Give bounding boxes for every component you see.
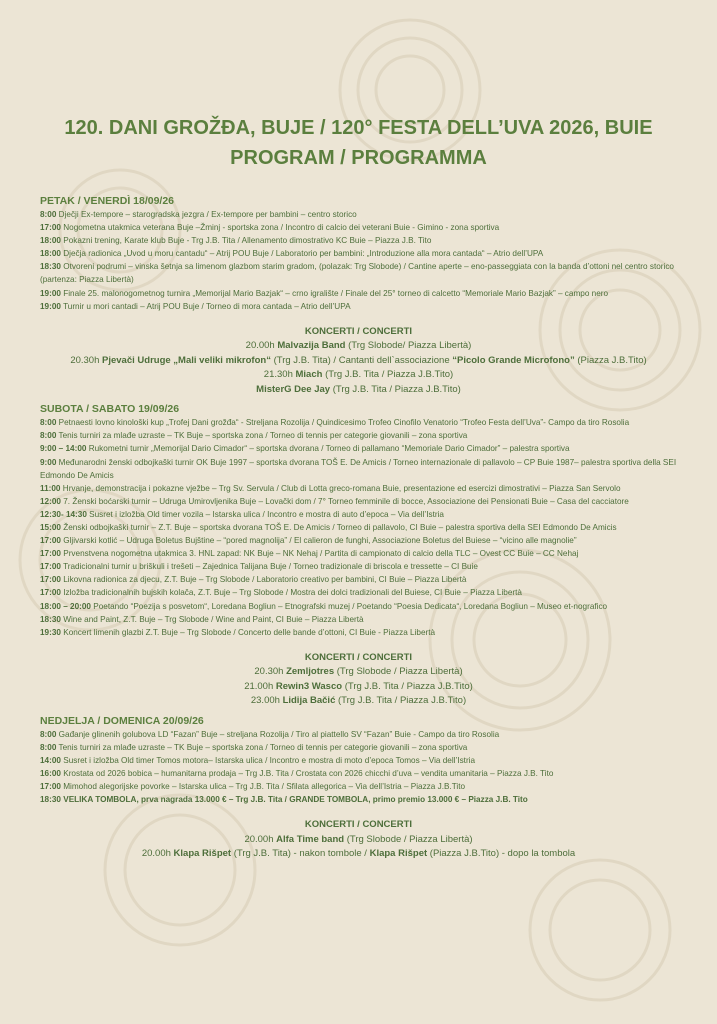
event-item (40, 741, 677, 754)
event-time: 8:00 (40, 210, 57, 219)
event-text: Rukometni turnir „Memorijal Dario Cimador“ – sportska dvorana / Torneo di pallamano “Memoriale Dario Cimador” – palestra sportiva (86, 444, 570, 454)
event-time: 9:00 – 14:00 (40, 444, 87, 454)
concert-performer: Klapa Rišpet (369, 848, 428, 860)
event-text: Poetando “Poezija s posvetom“, Loredana Bogliun – Etnografski muzej / Poetando “Poesia Dedicata“, Loredana Bogliun – Museo et-nografico (90, 601, 608, 611)
event-item (40, 793, 677, 806)
event-item (40, 573, 677, 586)
concert-performer: Klapa Rišpet (173, 848, 232, 860)
concert-performer: Rewin3 Wasco (275, 680, 343, 692)
concert-venue: (Piazza J.B.Tito) (574, 354, 647, 366)
event-time: 17:00 (40, 588, 61, 598)
concert-performer: Lidija Bačić (282, 695, 336, 707)
concert-time: 23.00h (250, 695, 283, 707)
event-text: Likovna radionica za djecu, Z.T. Buje – Trg Slobode / Laboratorio creativo per bambini, CI Buie – Piazza Libertà (60, 575, 467, 585)
concert-performer: Zemljotres (286, 666, 335, 678)
concerts-heading: KONCERTI / CONCERTI (304, 651, 413, 663)
concerts-heading: KONCERTI / CONCERTI (304, 819, 413, 831)
concert-venue: (Trg J.B. Tita / Piazza J.B.Tito) (342, 680, 473, 692)
event-item (40, 260, 677, 286)
program-body (40, 195, 677, 862)
concert-time: 20.00h (245, 340, 278, 352)
concert-time: 21.30h (263, 369, 296, 381)
concert-venue: (Trg Slobode / Piazza Libertà) (344, 833, 473, 845)
event-item (40, 287, 677, 300)
event-item (40, 482, 677, 495)
concert-item (40, 354, 677, 369)
day-heading: NEDJELJA / DOMENICA 20/09/26 (40, 714, 204, 727)
event-text: Susret i izložba Old timer vozila – Istarska ulica / Incontro e mostra di auto d’epoca – Via dell’Istria (86, 509, 444, 519)
event-item (40, 495, 677, 508)
concert-item (40, 833, 677, 848)
event-text: Otvoreni podrumi – vinska šetnja sa limenom glazbom starim gradom, (polazak: Trg Slobode) / Cantine aperte – eno-passeggiata con la banda d’ottoni nel centro storico (partenza: Piazza Libertà) (40, 262, 674, 285)
event-time: 15:00 (40, 523, 61, 532)
title-line-1: 120. DANI GROŽĐA, BUJE / 120° FESTA DELL’UVA 2026, BUIE (64, 117, 653, 139)
concert-performer: Malvazija Band (277, 340, 346, 352)
event-item (40, 521, 677, 534)
event-time: 18:00 – 20:00 (40, 601, 91, 611)
event-item (40, 208, 677, 221)
event-time: 8:00 (40, 742, 57, 752)
event-time: 19:30 (40, 627, 61, 637)
concert-venue: (Trg J.B. Tita / Piazza J.B.Tito) (335, 695, 467, 707)
event-item (40, 586, 677, 599)
event-time: 12:00 (40, 496, 61, 506)
event-text: Koncert limenih glazbi Z.T. Buje – Trg Slobode / Concerto delle bande d’ottoni, CI Buie - Piazza Libertà (60, 627, 436, 637)
event-time: 17:00 (40, 782, 61, 792)
concert-item (40, 847, 677, 862)
event-time: 18:00 (40, 236, 61, 246)
event-text: Hrvanje, demonstracija i pokazne vježbe – Trg Sv. Servula / Club di Lotta greco-romana Buie, presentazione ed esercizi dimostrativi – Piazza San Servolo (60, 483, 621, 493)
event-text: Pokazni trening, Karate klub Buje - Trg J.B. Tita / Allenamento dimostrativo KC Buie – Piazza J.B. Tito (60, 236, 432, 246)
event-time: 17:00 (40, 575, 61, 585)
event-time: 14:00 (40, 756, 61, 766)
concert-item (40, 368, 677, 383)
event-text: Izložba tradicionalnih bujskih kolača, Z.T. Buje – Trg Slobode / Mostra dei dolci tradizionali del Buiese, CI Buie – Piazza Libertà (60, 588, 522, 598)
event-time: 19:00 (40, 288, 61, 298)
concert-time: 21.00h (244, 680, 276, 692)
event-time: 17:00 (40, 223, 61, 233)
day-heading: SUBOTA / SABATO 19/09/26 (40, 403, 180, 416)
event-item (40, 754, 677, 767)
event-time: 18:30 (40, 614, 61, 624)
event-time: 17:00 (40, 562, 61, 572)
event-item (40, 728, 677, 741)
event-time: 8:00 (40, 431, 57, 441)
event-text: Krostata od 2026 bobica – humanitarna prodaja – Trg J.B. Tita / Crostata con 2026 chicchi d’uva – vendita umanitaria – Piazza J.B. Tito (60, 769, 554, 779)
event-item (40, 560, 677, 573)
concert-performer: Alfa Time band (276, 833, 345, 845)
event-time: 8:00 (40, 418, 57, 428)
event-text: Dječji Ex-tempore – starogradska jezgra / Ex-tempore per bambini – centro storico (56, 210, 357, 219)
event-text: Mimohod alegorijske povorke – Istarska ulica – Trg J.B. Tita / Sfilata allegorica – Via dell’Istria – Piazza J.B.Tito (60, 782, 466, 792)
concert-performer: “Picolo Grande Microfono” (452, 354, 575, 366)
event-item (40, 416, 677, 429)
event-item (40, 626, 677, 639)
event-time: 18:30 (40, 262, 61, 272)
event-text: Ženski odbojkaški turnir – Z.T. Buje – sportska dvorana TOŠ E. De Amicis / Torneo di pallavolo, CI Buie – palestra sportiva della SEI Edmondo De Amicis (60, 523, 617, 532)
day-heading: PETAK / VENERDÌ 18/09/26 (40, 195, 175, 207)
event-item (40, 547, 677, 560)
concert-performer: Miach (295, 369, 323, 381)
title-line-2: PROGRAM / PROGRAMMA (230, 147, 487, 169)
concert-item (40, 680, 677, 695)
event-item (40, 234, 677, 247)
concert-time: 20.00h (244, 833, 277, 845)
event-item (40, 613, 677, 626)
concert-venue: (Trg J.B. Tita) - nakon tombole / (231, 848, 370, 860)
concert-performer: Pjevači Udruge „Mali veliki mikrofon“ (102, 354, 271, 366)
event-item (40, 247, 677, 260)
concert-venue: (Piazza J.B.Tito) - dopo la tombola (427, 848, 576, 860)
event-time: 19:00 (40, 301, 61, 311)
event-item (40, 600, 677, 613)
concert-venue: (Trg J.B. Tita) / Cantanti dell`associazione (270, 354, 453, 366)
event-text: Nogometna utakmica veterana Buje –Žminj - sportska zona / Incontro di calcio dei veterani Buie - Gimino - zona sportiva (60, 223, 500, 233)
event-text: Wine and Paint, Z.T. Buje – Trg Slobode / Wine and Paint, CI Buie – Piazza Libertà (60, 614, 364, 624)
concert-venue: (Trg Slobode / Piazza Libertà) (334, 666, 463, 678)
event-text: Dječja radionica „Uvod u moru cantadu“ – Atrij POU Buje / Laboratorio per bambini: „Introduzione alla mora cantada“ – Atrio dell’UPA (60, 249, 544, 259)
event-text: Gljivarski kotlić – Udruga Boletus Bujštine – “pored magnolija” / El calieron de funghi, Associazione Boletus del Buiese – “vicino alle magnolie” (60, 536, 577, 546)
concert-time: 20.00h (141, 848, 174, 860)
event-item (40, 429, 677, 442)
event-text: Tenis turniri za mlađe uzraste – TK Buje – sportska zona / Torneo di tennis per categorie giovanili – zona sportiva (56, 742, 468, 752)
event-item (40, 508, 677, 521)
concert-venue: (Trg Slobode/ Piazza Libertà) (345, 340, 472, 352)
event-text: Tenis turniri za mlađe uzraste – TK Buje – sportska zona / Torneo di tennis per categorie giovanili – zona sportiva (56, 431, 468, 441)
event-item (40, 456, 677, 482)
event-text: Međunarodni ženski odbojkaški turnir OK Buje 1997 – sportska dvorana TOŠ E. De Amicis / Torneo internazionale di pallavolo – CP Buie 1987– palestra sportiva della SEI Edmondo De Amicis (40, 457, 677, 480)
event-text: Gađanje glinenih golubova LD “Fazan” Buje – streljana Rozolija / Tiro al piattello SV “Fazan” Buie - Campo da tiro Rosolia (56, 729, 500, 739)
concert-venue: (Trg J.B. Tita / Piazza J.B.Tito) (322, 369, 454, 381)
event-text: VELIKA TOMBOLA, prva nagrada 13.000 € – Trg J.B. Tita / GRANDE TOMBOLA, primo premio 13.000 € – Piazza J.B. Tito (60, 795, 528, 805)
event-text: Prvenstvena nogometna utakmica 3. HNL zapad: NK Buje – NK Nehaj / Partita di campionato di calcio della TLC – Ovest CC Buie – CC Nehaj (60, 549, 579, 559)
event-time: 9:00 (40, 457, 57, 467)
event-text: Petnaesti lovno kinološki kup „Trofej Dani grožđa“ - Streljana Rozolija / Quindicesimo Trofeo Cinofilo Venatorio “Trofeo Festa dell’Uva”- Campo da tiro Rosolia (56, 418, 630, 428)
event-text: Finale 25. malonogometnog turnira „Memorijal Mario Bazjak“ – crno igralište / Finale del 25° torneo di calcetto “Memoriale Mario Bazjak” – campo nero (60, 288, 609, 298)
event-item (40, 534, 677, 547)
concerts-heading: KONCERTI / CONCERTI (304, 325, 413, 337)
event-item (40, 780, 677, 793)
event-time: 8:00 (40, 729, 57, 739)
event-text: Susret i izložba Old timer Tomos motora– Istarska ulica / Incontro e mostra di moto d’epoca Tomos – Via dell’Istria (60, 756, 476, 766)
event-item (40, 221, 677, 234)
event-time: 18:00 (40, 249, 61, 259)
event-time: 17:00 (40, 536, 61, 546)
event-text: 7. Ženski boćarski turnir – Udruga Umirovljenika Buje – Lovački dom / 7° Torneo femminile di bocce, Associazione dei Pensionati Buie – Casa del cacciatore (60, 496, 629, 506)
event-time: 12:30- 14:30 (40, 509, 87, 519)
concert-item (40, 383, 677, 398)
concert-item (40, 694, 677, 709)
concert-time: 20.30h (254, 666, 287, 678)
event-item (40, 442, 677, 455)
concert-item (40, 339, 677, 354)
event-text: Turnir u mori cantadi – Atrij POU Buje / Torneo di mora cantada – Atrio dell’UPA (60, 301, 351, 311)
event-item (40, 300, 677, 313)
event-time: 17:00 (40, 549, 61, 559)
concert-performer: MisterG Dee Jay (256, 383, 331, 395)
event-time: 18:30 (40, 795, 61, 805)
concert-venue: (Trg J.B. Tita / Piazza J.B.Tito) (330, 383, 461, 395)
concert-time: 20.30h (70, 354, 103, 366)
event-time: 11:00 (40, 483, 61, 493)
page-title (40, 0, 677, 173)
event-item (40, 767, 677, 780)
event-text: Tradicionalni turnir u briškuli i trešeti – Zajednica Talijana Buje / Torneo tradizionale di briscola e tressette – CI Buie (60, 562, 478, 572)
concert-item (40, 665, 677, 680)
event-time: 16:00 (40, 769, 61, 779)
